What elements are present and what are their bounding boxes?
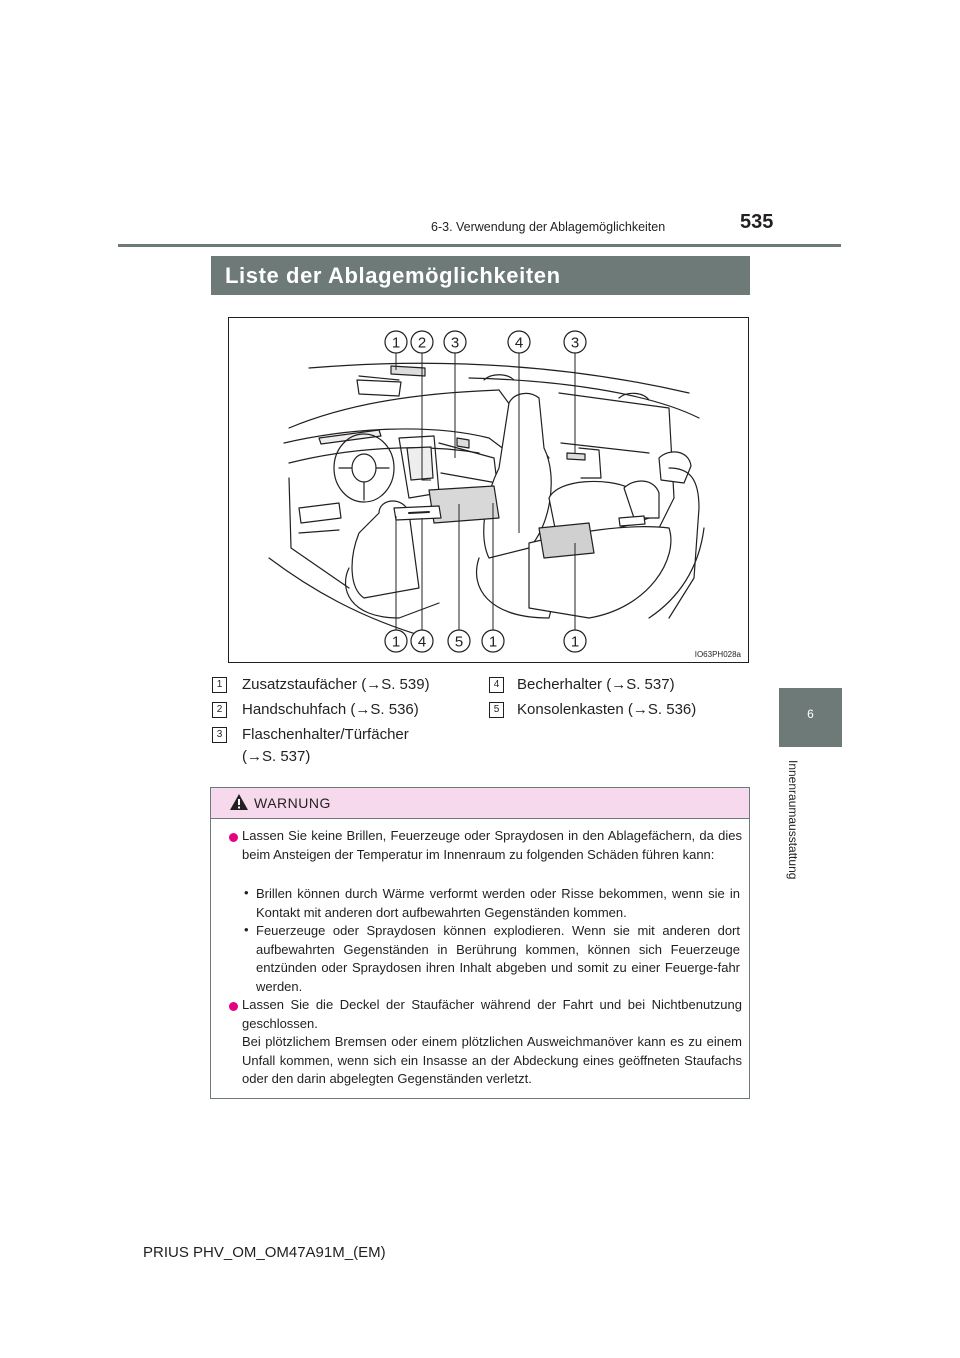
item-number: 2 bbox=[212, 702, 227, 718]
warning-triangle-icon bbox=[229, 793, 249, 811]
warning-bullet-2-line-1: Lassen Sie die Deckel der Staufächer während der Fahrt und bei Nichtbenutzung geschlossen. bbox=[242, 997, 742, 1031]
running-header: 6-3. Verwendung der Ablagemöglichkeiten bbox=[431, 220, 666, 234]
warning-sub-1: Brillen können durch Wärme verformt werden oder Risse bekommen, wenn sie in Kontakt mit anderen dort aufbewahrten Gegenständen kommen. bbox=[256, 886, 740, 920]
callout-top-5: 3 bbox=[570, 334, 580, 352]
sub-bullet-marker: • bbox=[244, 922, 249, 937]
warning-box bbox=[210, 787, 750, 1099]
callout-top-3: 3 bbox=[450, 334, 460, 352]
item-number: 5 bbox=[489, 702, 504, 718]
warning-bullet-1: Lassen Sie keine Brillen, Feuerzeuge oder Spraydosen in den Ablagefächern, da dies beim Ansteigen der Temperatur im Innenraum zu folgenden Schäden führen kann: bbox=[242, 828, 742, 862]
item-text: Zusatzstaufächer (→S. 539) bbox=[242, 676, 430, 693]
item-number: 1 bbox=[212, 677, 227, 693]
warning-title: WARNUNG bbox=[254, 795, 331, 811]
callout-top-4: 4 bbox=[514, 334, 524, 352]
item-text: Handschuhfach (→S. 536) bbox=[242, 701, 419, 718]
callout-bottom-5: 1 bbox=[570, 633, 580, 651]
header-rule bbox=[118, 244, 841, 247]
callout-bottom-3: 5 bbox=[454, 633, 464, 651]
item-text: Flaschenhalter/Türfächer bbox=[242, 726, 409, 743]
callout-bottom-2: 4 bbox=[417, 633, 427, 651]
item-text-continued: (→S. 537) bbox=[242, 748, 311, 765]
section-title: Liste der Ablagemöglichkeiten bbox=[225, 263, 561, 288]
item-text: Becherhalter (→S. 537) bbox=[517, 676, 675, 693]
sub-bullet-marker: • bbox=[244, 885, 249, 900]
chapter-number: 6 bbox=[807, 707, 814, 721]
callout-bottom-4: 1 bbox=[488, 633, 498, 651]
section-title-bar bbox=[211, 256, 750, 295]
page-number: 535 bbox=[740, 211, 774, 233]
item-number: 3 bbox=[212, 727, 227, 743]
item-text: Konsolenkasten (→S. 536) bbox=[517, 701, 697, 718]
bullet-dot bbox=[229, 1002, 238, 1011]
callout-top-2: 2 bbox=[417, 334, 427, 352]
footer-doc-id: PRIUS PHV_OM_OM47A91M_(EM) bbox=[143, 1244, 386, 1261]
bullet-dot bbox=[229, 833, 238, 842]
callout-top-1: 1 bbox=[391, 334, 401, 352]
chapter-label: Innenraumausstattung bbox=[786, 760, 800, 880]
item-number: 4 bbox=[489, 677, 504, 693]
chapter-tab bbox=[779, 688, 842, 747]
interior-illustration bbox=[228, 317, 749, 663]
warning-bullet-2-line-2: Bei plötzlichem Bremsen oder einem plötzlichen Ausweichmanöver kann es zu einem Unfall kommen, wenn sich ein Insasse an der Abdeckung eines geöffneten Staufachs oder den darin abgelegten Gegenständen verletzt. bbox=[242, 1034, 742, 1086]
warning-header bbox=[211, 788, 749, 819]
warning-sub-2: Feuerzeuge oder Spraydosen können explodieren. Wenn sie mit anderen dort aufbewahrten Gegenständen in Berührung kommen, können sich Feuerzeuge entzünden oder Spraydosen ihren Inhalt abgeben und somit zu einer Feuerge-fahr werden. bbox=[256, 923, 740, 994]
callout-bottom-1: 1 bbox=[391, 633, 401, 651]
figure-code: IO63PH028a bbox=[694, 650, 741, 659]
car-interior-drawing bbox=[229, 318, 748, 662]
